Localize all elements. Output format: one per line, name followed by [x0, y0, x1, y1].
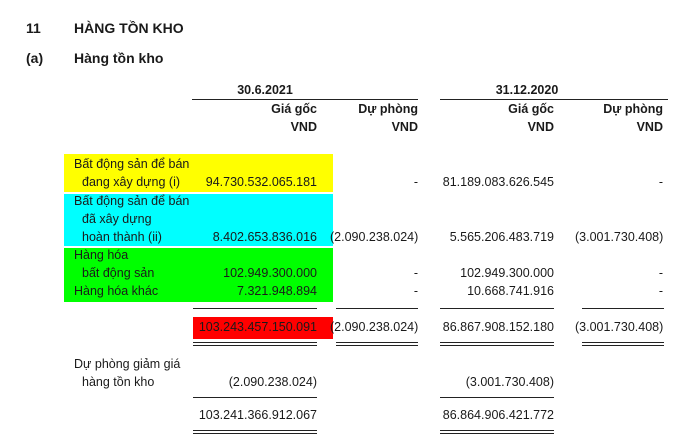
- row4-prov-2021: -: [413, 284, 418, 298]
- provision-value-2020: (3.001.730.408): [465, 375, 554, 389]
- row1-cost-2021: 94.730.532.065.181: [205, 175, 317, 189]
- dbl-rule-b2: [336, 345, 418, 346]
- dbl-rule-a1: [193, 342, 317, 343]
- unit-prov-2021: VND: [391, 120, 418, 134]
- row2-prov-2020: (3.001.730.408): [575, 230, 664, 244]
- row3-prov-2020: -: [658, 266, 663, 280]
- dbl-rule-d1: [582, 342, 664, 343]
- dbl-rule-c2: [440, 345, 554, 346]
- rule-total-2020: [440, 397, 554, 398]
- dbl-total-b1: [440, 430, 554, 431]
- total-value-2021: 103.241.366.912.067: [198, 408, 317, 422]
- row2-label-line1: Bất động sản để bán: [74, 194, 190, 208]
- rule-subtotal-cost-2021: [193, 308, 317, 309]
- provision-value-2021: (2.090.238.024): [228, 375, 317, 389]
- row1-label-line2: đang xây dựng (i): [82, 175, 181, 189]
- section-number: 11: [26, 20, 41, 36]
- prov-header-2020: Dự phòng: [603, 102, 663, 116]
- subtotal-prov-2020: (3.001.730.408): [575, 320, 664, 334]
- rule-total-2021: [193, 397, 317, 398]
- section-title: HÀNG TỒN KHO: [74, 20, 184, 36]
- cost-header-2020: Giá gốc: [508, 102, 554, 116]
- row1-prov-2020: -: [658, 175, 663, 189]
- row2-cost-2021: 8.402.653.836.016: [212, 230, 317, 244]
- row2-label-line3: hoàn thành (ii): [82, 230, 162, 244]
- subtotal-cost-2021: 103.243.457.150.091: [198, 320, 317, 334]
- prov-header-2021: Dự phòng: [358, 102, 418, 116]
- unit-cost-2020: VND: [527, 120, 554, 134]
- dbl-rule-a2: [193, 345, 317, 346]
- header-rule-2021: [192, 99, 418, 100]
- subtotal-prov-2021: (2.090.238.024): [330, 320, 419, 334]
- period-date-2021: 30.6.2021: [237, 83, 293, 97]
- row3-label-line2: bất động sản: [82, 266, 155, 280]
- row4-cost-2020: 10.668.741.916: [467, 284, 554, 298]
- rule-subtotal-prov-2020: [582, 308, 664, 309]
- row1-cost-2020: 81.189.083.626.545: [442, 175, 554, 189]
- subsection-title: Hàng tồn kho: [74, 50, 164, 66]
- row4-cost-2021: 7.321.948.894: [237, 284, 317, 298]
- period-date-2020: 31.12.2020: [495, 83, 559, 97]
- provision-label-line1: Dự phòng giảm giá: [74, 357, 181, 371]
- total-value-2020: 86.864.906.421.772: [442, 408, 554, 422]
- dbl-total-a2: [193, 433, 317, 434]
- row3-prov-2021: -: [413, 266, 418, 280]
- row2-prov-2021: (2.090.238.024): [330, 230, 419, 244]
- subtotal-cost-2020: 86.867.908.152.180: [442, 320, 554, 334]
- rule-subtotal-cost-2020: [440, 308, 554, 309]
- unit-cost-2021: VND: [290, 120, 317, 134]
- subsection-label: (a): [26, 50, 44, 66]
- dbl-rule-c1: [440, 342, 554, 343]
- rule-subtotal-prov-2021: [336, 308, 418, 309]
- cost-header-2021: Giá gốc: [271, 102, 317, 116]
- row4-prov-2020: -: [658, 284, 663, 298]
- dbl-rule-d2: [582, 345, 664, 346]
- row2-label-line2: đã xây dựng: [82, 212, 152, 226]
- row2-cost-2020: 5.565.206.483.719: [449, 230, 554, 244]
- header-rule-2020: [440, 99, 668, 100]
- dbl-total-b2: [440, 433, 554, 434]
- provision-label-line2: hàng tồn kho: [82, 375, 155, 389]
- row1-label-line1: Bất động sản để bán: [74, 157, 190, 171]
- row1-prov-2021: -: [413, 175, 418, 189]
- dbl-rule-b1: [336, 342, 418, 343]
- row3-label-line1: Hàng hóa: [74, 248, 129, 262]
- dbl-total-a1: [193, 430, 317, 431]
- row3-cost-2020: 102.949.300.000: [460, 266, 554, 280]
- row4-label-line1: Hàng hóa khác: [74, 284, 159, 298]
- unit-prov-2020: VND: [636, 120, 663, 134]
- row3-cost-2021: 102.949.300.000: [223, 266, 317, 280]
